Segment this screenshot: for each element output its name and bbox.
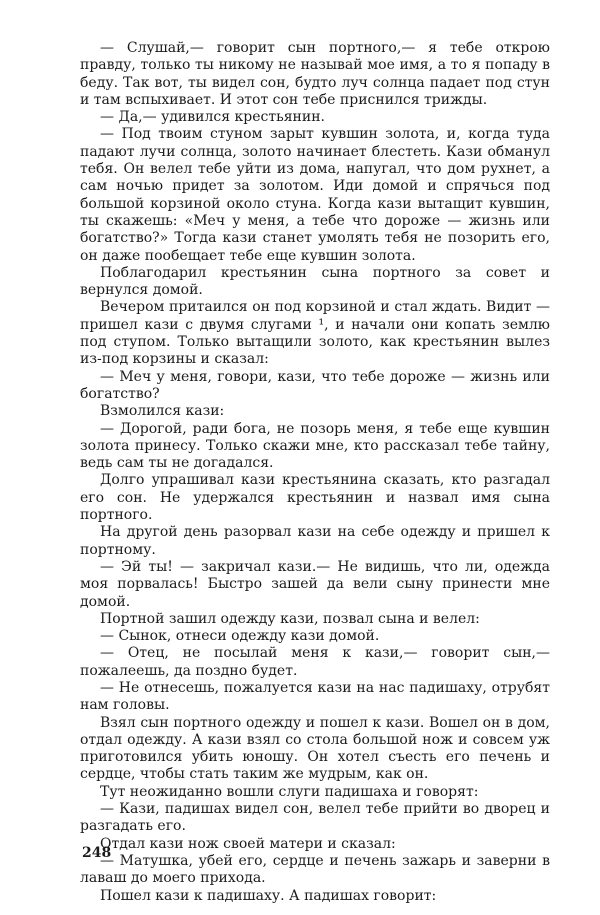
paragraph: — Меч у меня, говори, кази, что тебе дороже — жизнь или богатство? xyxy=(80,368,550,402)
page-body xyxy=(80,40,550,905)
paragraph: Пошел кази к падишаху. А падишах говорит: xyxy=(100,887,437,904)
paragraph: Тут неожиданно вошли слуги падишаха и говорят: xyxy=(100,783,479,800)
paragraph: — Кази, падишах видел сон, велел тебе прийти во дворец и разгадать его. xyxy=(80,801,550,835)
paragraph: Взмолился кази: xyxy=(100,403,225,420)
paragraph: Долго упрашивал кази крестьянина сказать, кто разгадал его сон. Не удержался крестьянин и назвал имя сына портного. xyxy=(80,472,550,524)
page-number: 248 xyxy=(82,845,112,861)
paragraph: Вечером притаился он под корзиной и стал ждать. Видит — пришел кази с двумя слугами ¹, и начали они копать землю под ступом. Только вытащили золото, как крестьянин вылез из-под корзины и сказал: xyxy=(80,299,550,368)
paragraph: — Не отнесешь, пожалуется кази на нас падишаху, отрубят нам головы. xyxy=(80,679,550,714)
paragraph: — Отец, не посылай меня к кази,— говорит сын,— пожалеешь, да поздно будет. xyxy=(80,645,550,679)
paragraph: — Матушка, убей его, сердце и печень зажарь и заверни в лаваш до моего прихода. xyxy=(80,852,550,887)
paragraph: — Да,— удивился крестьянин. xyxy=(100,109,325,126)
paragraph: Отдал кази нож своей матери и сказал: xyxy=(100,835,396,852)
paragraph: — Дорогой, ради бога, не позорь меня, я тебе еще кувшин золота принесу. Только скажи мне, кто рассказал тебе тайну, ведь сам ты не догадался. xyxy=(80,420,550,472)
paragraph: Портной зашил одежду кази, позвал сына и велел: xyxy=(100,610,480,627)
paragraph: Взял сын портного одежду и пошел к кази. Вошел он в дом, отдал одежду. А кази взял со стола большой нож и совсем уж приготовился убить юношу. Он хотел съесть его печень и сердце, чтобы стать таким же мудрым, как он. xyxy=(80,714,550,783)
paragraph: — Под твоим стуном зарыт кувшин золота, и, когда туда падают лучи солнца, золото начинает блестеть. Кази обманул тебя. Он велел тебе уйти из дома, напугал, что дом рухнет, а сам ночью придет за золотом. Иди домой и спрячься под большой корзиной около стуна. Когда кази вытащит кувшин, ты скажешь: «Меч у меня, а тебе что дороже — жизнь или богатство?» Тогда кази станет умолять тебя не позорить его, он даже пообещает тебе еще кувшин золота. xyxy=(80,126,550,264)
paragraph: — Эй ты! — закричал кази.— Не видишь, что ли, одежда моя порвалась! Быстро зашей да вели сыну принести мне домой. xyxy=(80,558,550,610)
paragraph: Поблагодарил крестьянин сына портного за совет и вернулся домой. xyxy=(80,264,550,299)
paragraph: — Слушай,— говорит сын портного,— я тебе открою правду, только ты никому не называй мое имя, а то я попаду в беду. Так вот, ты видел сон, будто луч солнца падает под стун и там вспыхивает. И этот сон тебе приснился трижды. xyxy=(80,40,550,108)
paragraph: На другой день разорвал кази на себе одежду и пришел к портному. xyxy=(80,524,550,558)
paragraph: — Сынок, отнеси одежду кази домой. xyxy=(100,628,380,645)
